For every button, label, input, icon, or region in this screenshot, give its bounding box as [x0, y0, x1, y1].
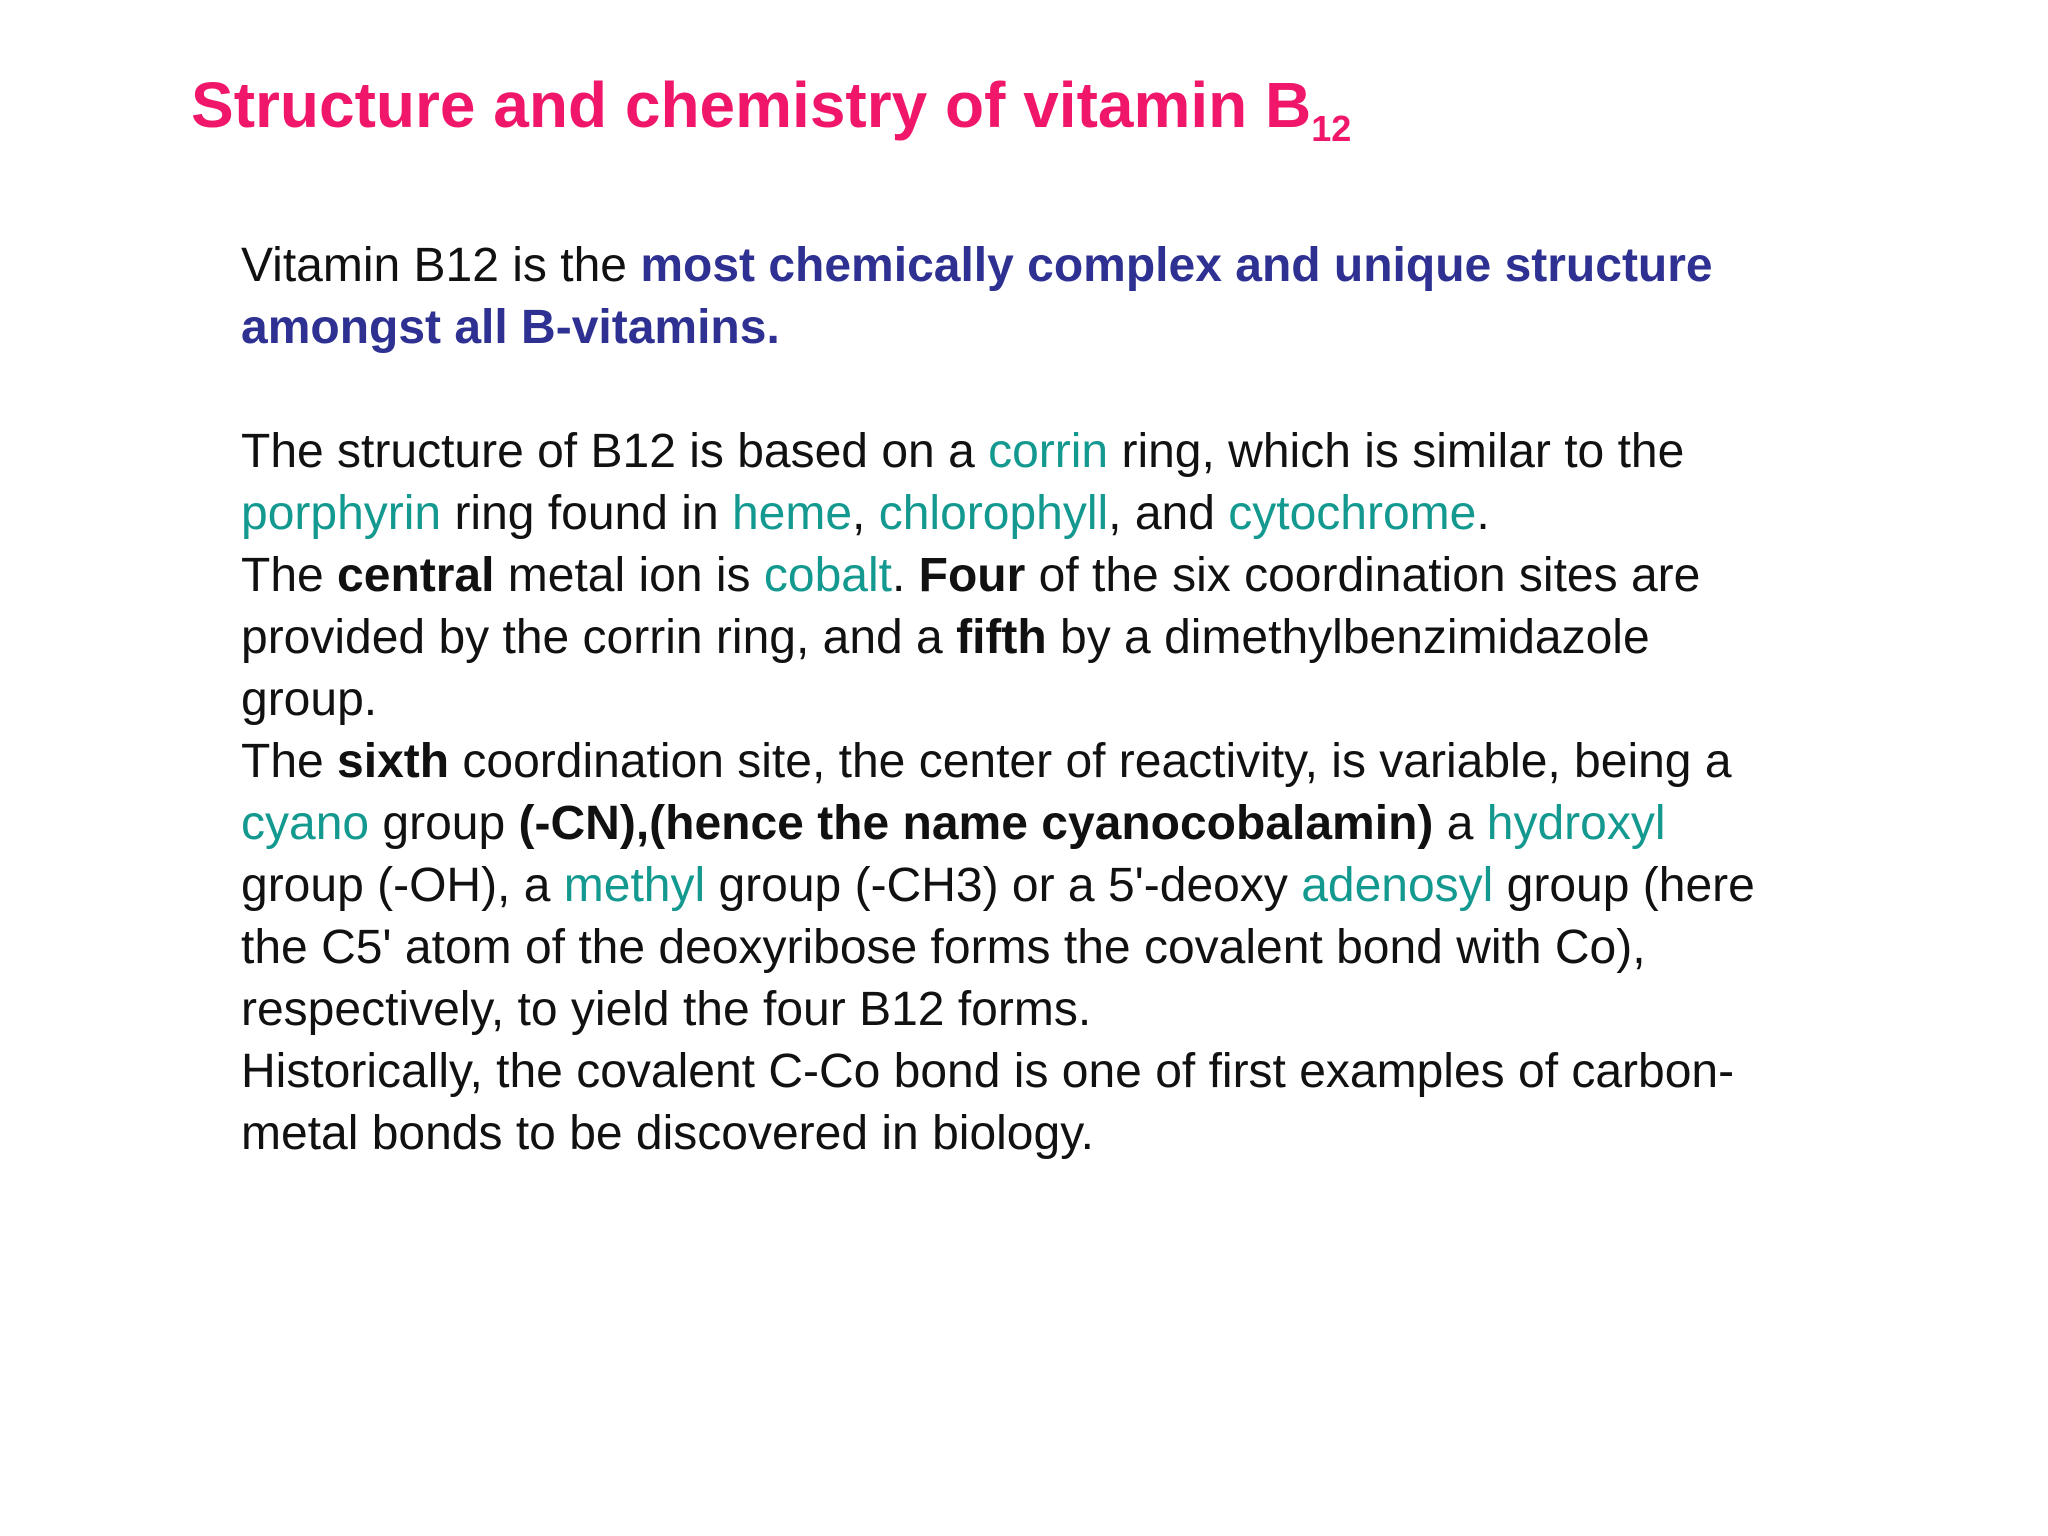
slide-title [191, 62, 1351, 148]
text-run: group (-OH), a [241, 859, 564, 912]
bold-cyanocobalamin: (-CN),(hence the name cyanocobalamin) [518, 797, 1434, 850]
slide-body [241, 235, 1761, 1165]
bold-sixth: sixth [337, 735, 450, 788]
bold-fifth: fifth [956, 611, 1047, 664]
text-run: group (here the C5' atom of the deoxyribose forms the covalent bond with Co), respectively, to yield the four B12 forms. [241, 859, 1755, 1036]
term-heme: heme [731, 487, 853, 540]
paragraph-history [241, 1041, 1761, 1165]
slide-title-subscript: 12 [1311, 108, 1352, 149]
text-run: group (-CH3) or a 5'-deoxy [705, 859, 1302, 912]
term-cobalt: cobalt [763, 549, 892, 602]
term-hydroxyl: hydroxyl [1486, 797, 1666, 850]
text-run: , and [1108, 487, 1229, 540]
text-run: of the six coordination sites are provided by the corrin ring, and a [241, 549, 1701, 664]
paragraph-corrin-ring [241, 421, 1761, 545]
highlight-phrase: most chemically complex and unique structure amongst all B-vitamins. [241, 239, 1713, 354]
text-run: . [891, 549, 919, 602]
paragraph-intro [241, 235, 1761, 359]
paragraph-sixth-site [241, 731, 1761, 1041]
text-run: by a dimethylbenzimidazole group. [241, 611, 1650, 726]
term-adenosyl: adenosyl [1301, 859, 1494, 912]
text-run: ring, which is similar to the [1108, 425, 1685, 478]
paragraph-spacer [241, 359, 1761, 421]
paragraph-cobalt [241, 545, 1761, 731]
text-run: metal ion is [494, 549, 764, 602]
term-porphyrin: porphyrin [241, 487, 442, 540]
text-run: The structure of B12 is based on a [241, 425, 989, 478]
bold-four: Four [918, 549, 1026, 602]
text-run: coordination site, the center of reactivity, is variable, being a [449, 735, 1732, 788]
text-run: group [369, 797, 519, 850]
bold-central: central [337, 549, 495, 602]
term-chlorophyll: chlorophyll [878, 487, 1109, 540]
term-cytochrome: cytochrome [1228, 487, 1477, 540]
text-run: The [241, 735, 338, 788]
text-run: ring found in [441, 487, 732, 540]
text-run: Vitamin B12 is the [241, 239, 641, 292]
term-cyano: cyano [241, 797, 370, 850]
text-run: The [241, 549, 338, 602]
slide-title-text: Structure and chemistry of vitamin B [191, 69, 1312, 141]
text-run: , [852, 487, 879, 540]
text-run: a [1433, 797, 1487, 850]
text-run: . [1476, 487, 1490, 540]
term-corrin: corrin [988, 425, 1109, 478]
term-methyl: methyl [563, 859, 706, 912]
text-run: Historically, the covalent C-Co bond is one of first examples of carbon-metal bonds to be discovered in biology. [241, 1045, 1735, 1160]
